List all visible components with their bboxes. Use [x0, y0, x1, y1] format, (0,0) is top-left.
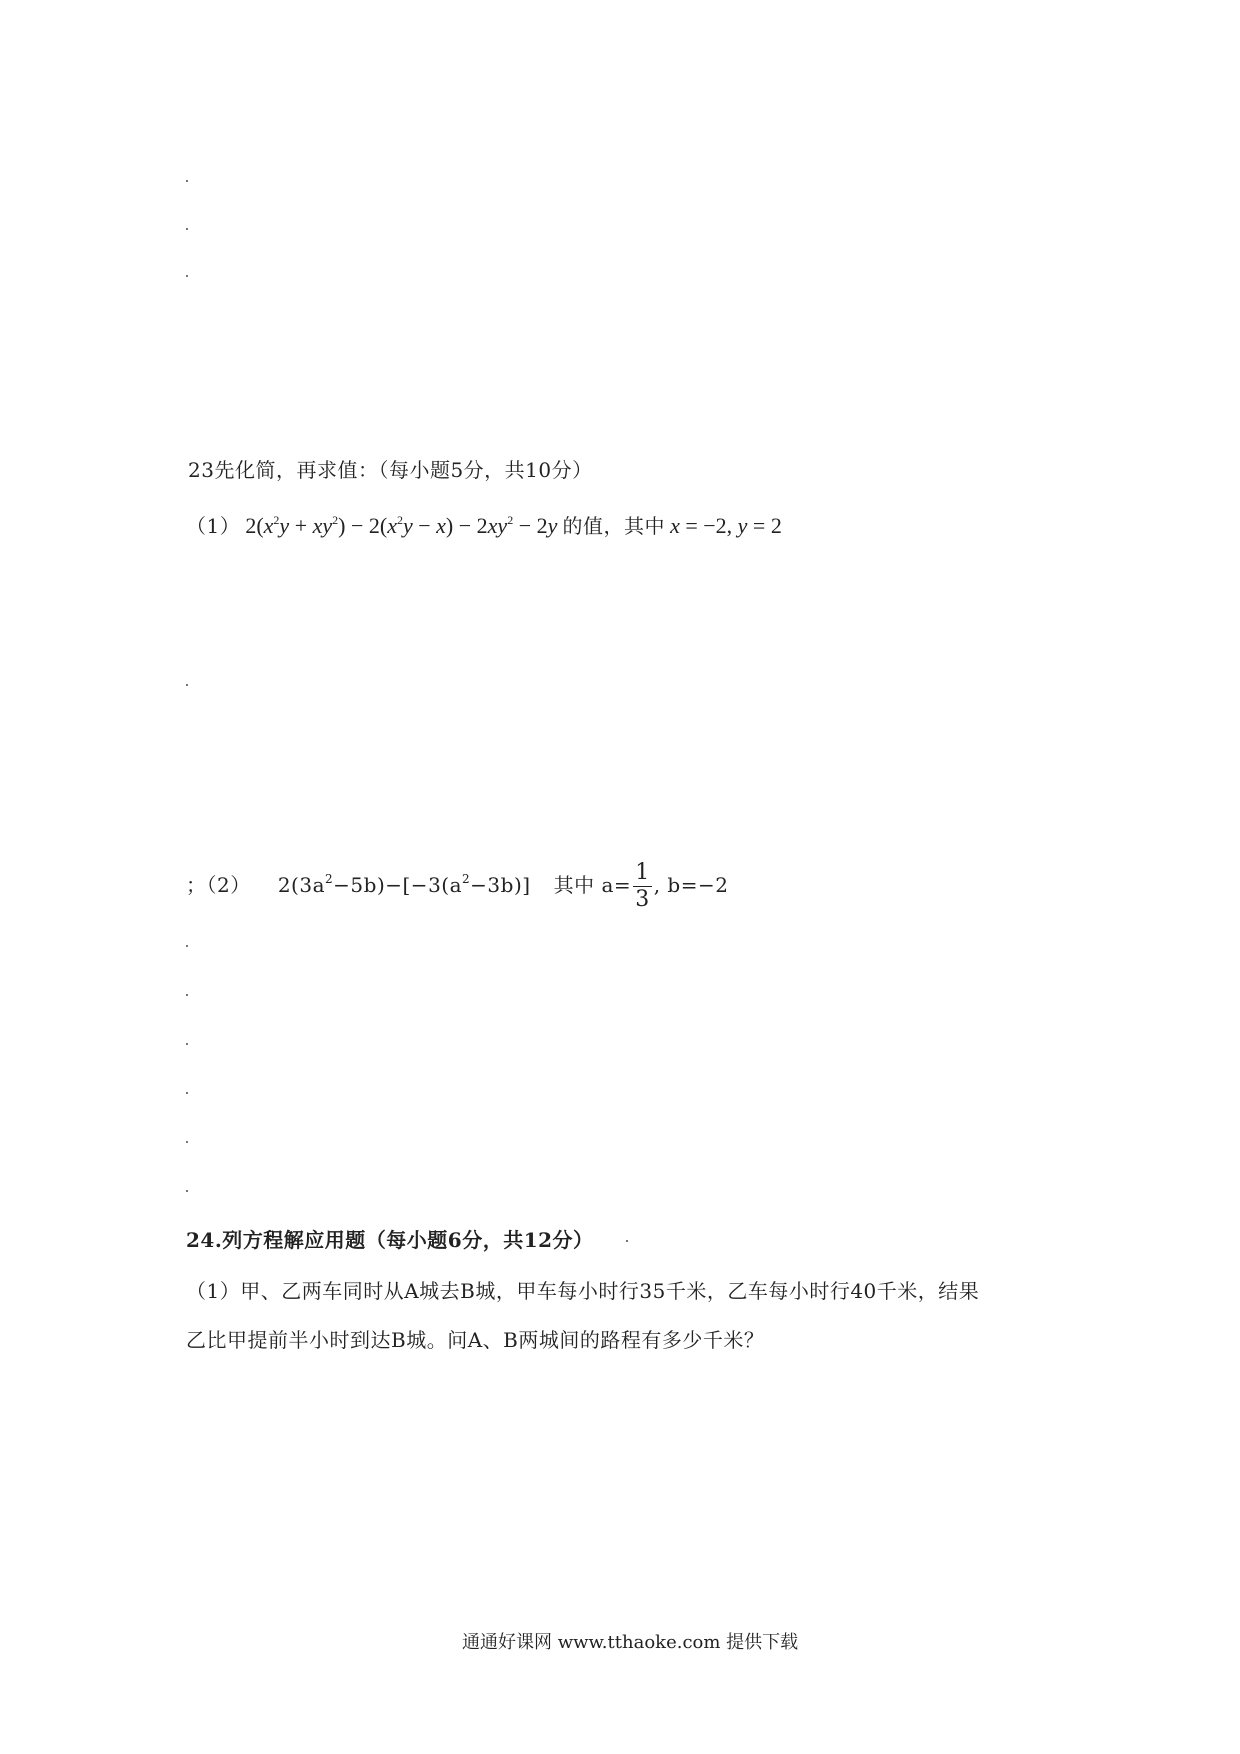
fraction: $\frac{1}{3}$: [635, 860, 650, 912]
q23-part2-expression: $2(3a^2-5b)-[-3(a^2-3b)]$: [277, 872, 531, 897]
scan-dot: [186, 1092, 188, 1094]
scan-dot: [186, 684, 188, 686]
scan-dot: [186, 275, 188, 277]
q24-heading: 24.列方程解应用题（每小题6分，共12分）: [186, 1228, 594, 1252]
page-footer: 通通好课网 www.tthaoke.com 提供下载: [462, 1632, 799, 1653]
q23-part1-expression: $2(x^2y + xy^2) - 2(x^2y - x) - 2xy^2 - 2y$: [245, 513, 558, 538]
scan-dot: [186, 1141, 188, 1143]
q23-part1-suffix: 的值，其中: [562, 514, 665, 538]
q23-part1-condition: x = −2, y = 2: [670, 513, 782, 538]
scan-dot: [186, 1190, 188, 1192]
q23-heading: 23先化简，再求值：（每小题5分，共10分）: [188, 458, 593, 482]
scan-dot: [186, 1043, 188, 1045]
q23-part1: [186, 510, 782, 539]
scan-dot: [186, 994, 188, 996]
scan-dot: [626, 1240, 628, 1242]
q24-part1-line2: 乙比甲提前半小时到达B城。问A、B两城间的路程有多少千米？: [186, 1328, 765, 1352]
q23-part2-condition: 其中 a= $\frac{1}{3}$ , b=−2: [553, 860, 729, 912]
q24-part1-line1: （1）甲、乙两车同时从A城去B城，甲车每小时行35千米，乙车每小时行40千米，结果: [186, 1279, 980, 1303]
q23-part2-label: ；（2）: [186, 873, 251, 897]
scan-dot: [186, 228, 188, 230]
q23-part2: [186, 860, 728, 913]
scan-dot: [186, 180, 188, 182]
q23-part1-label: （1）: [186, 514, 241, 538]
scan-dot: [186, 945, 188, 947]
